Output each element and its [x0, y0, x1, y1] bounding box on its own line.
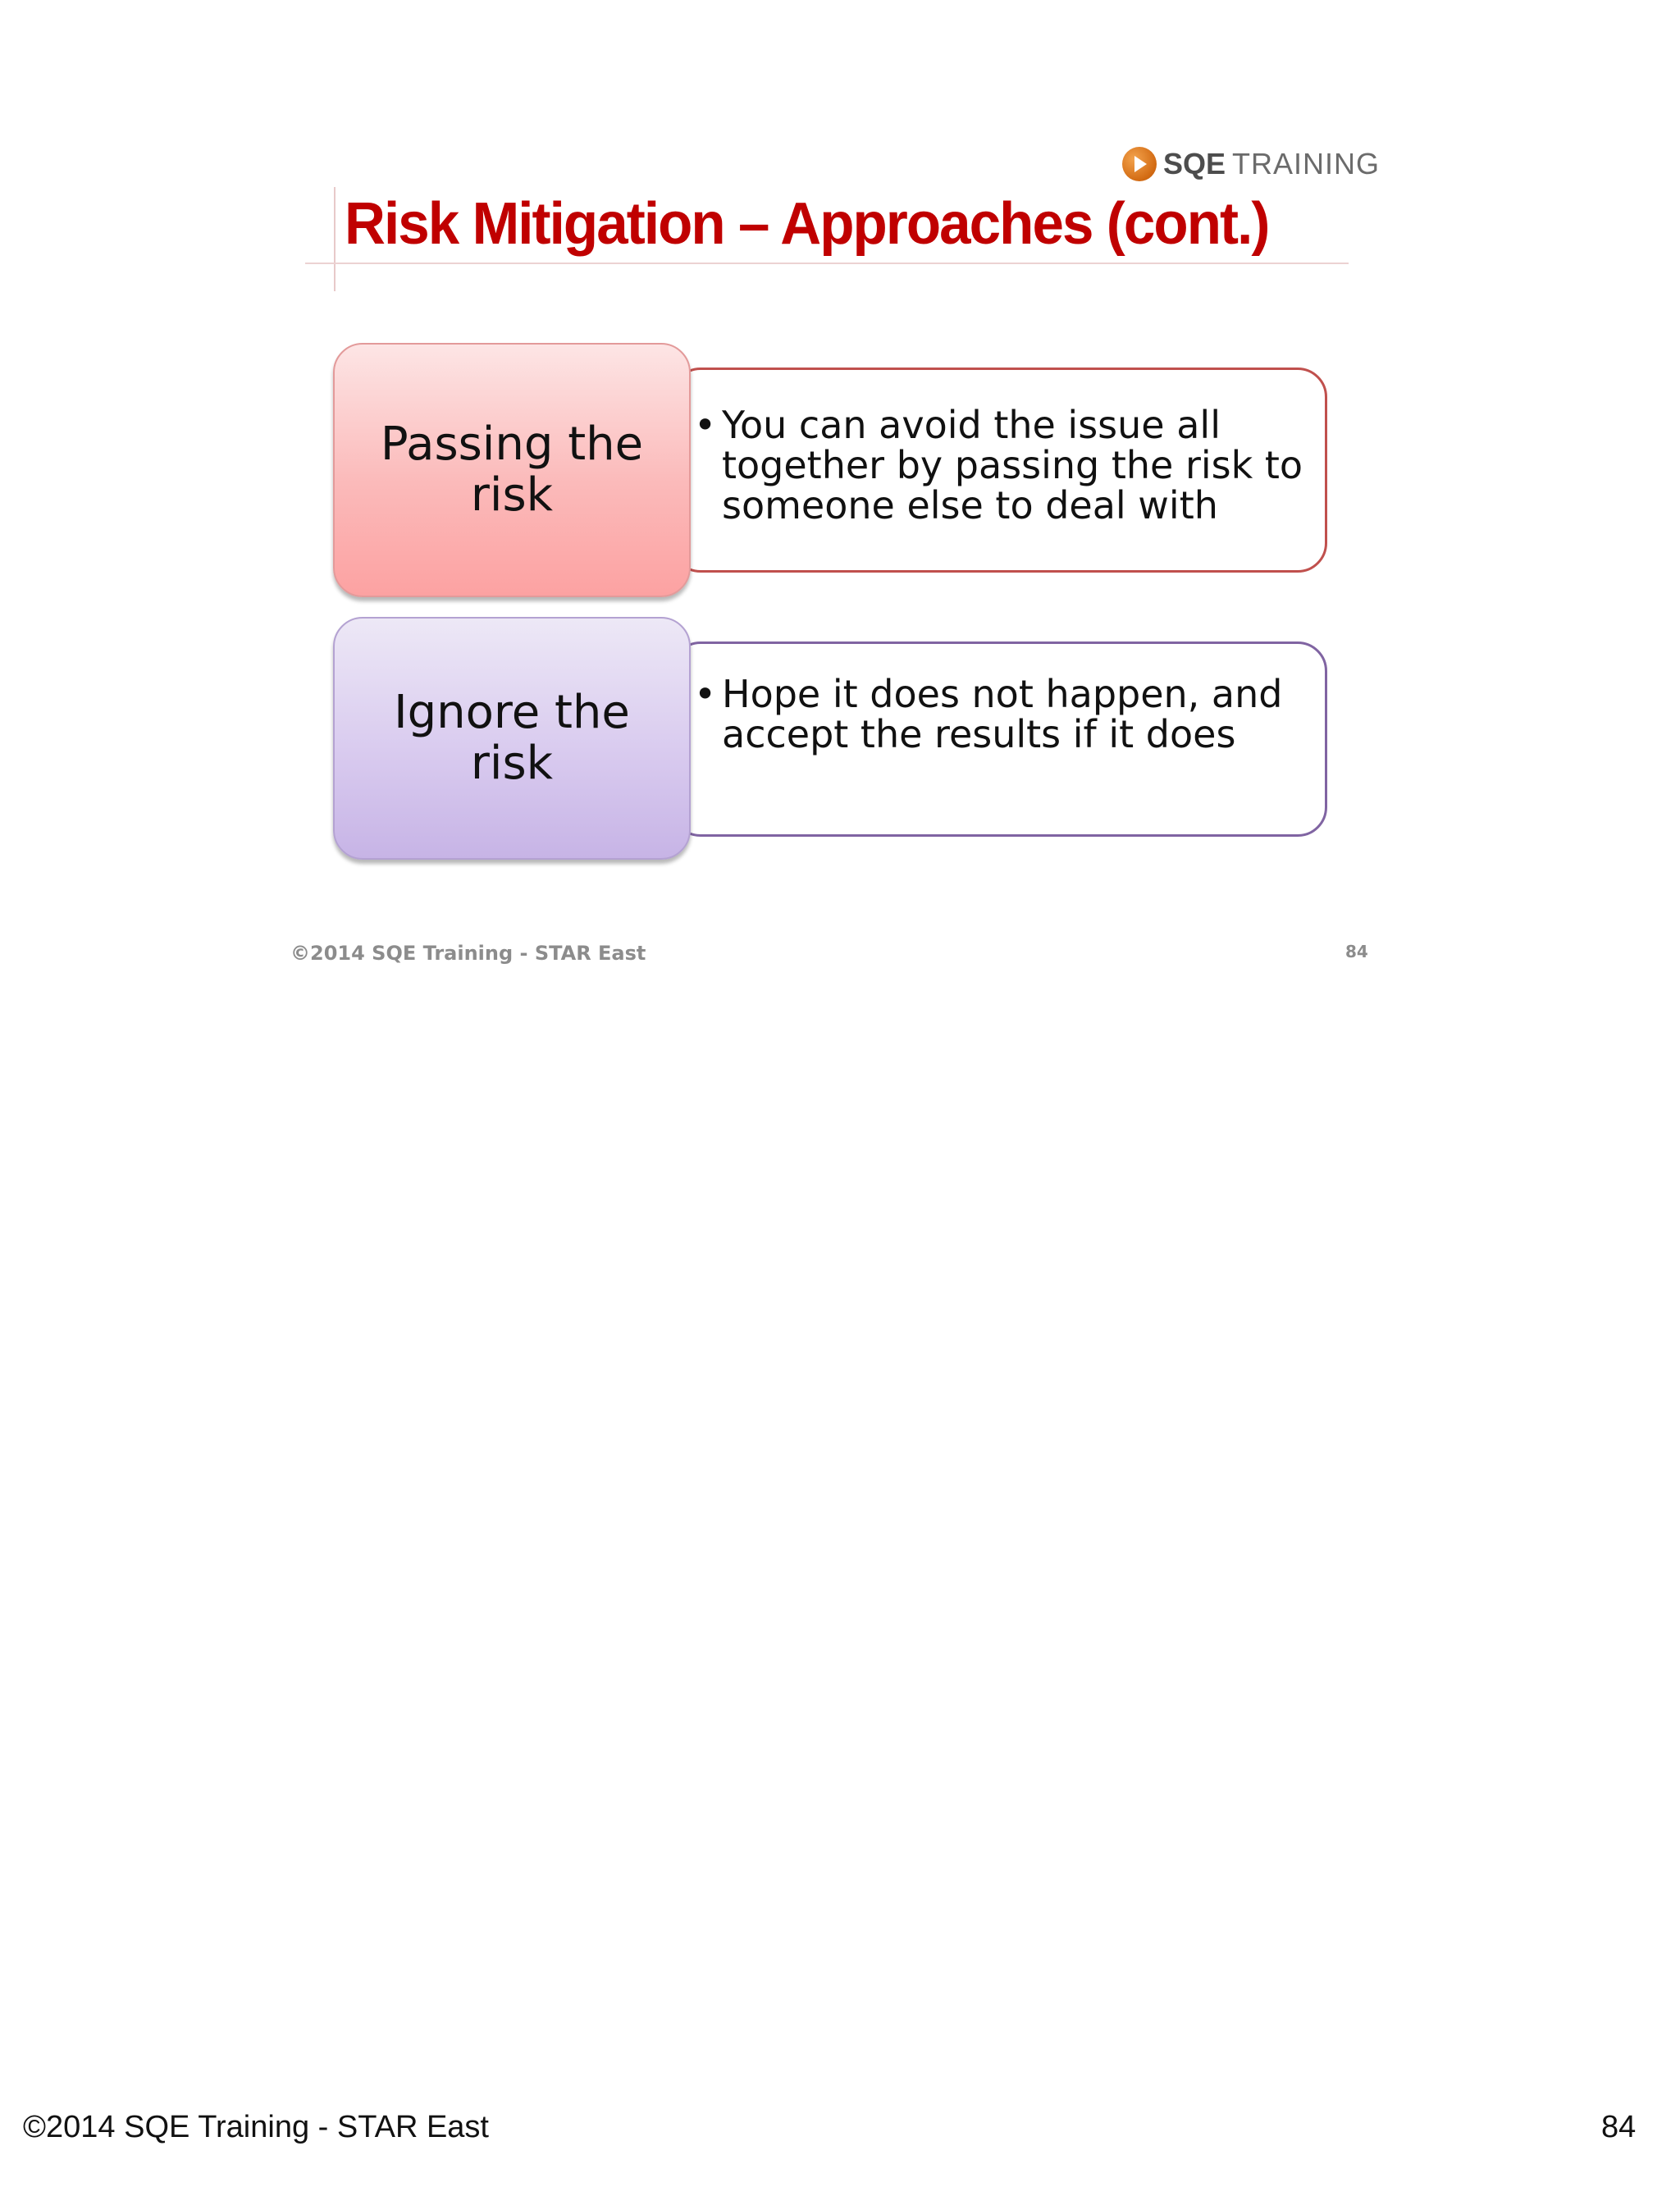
label-passing-the-risk: Passing the risk: [380, 418, 644, 522]
slide-title: Risk Mitigation – Approaches (cont.): [345, 191, 1269, 257]
bullet-icon: •: [694, 672, 717, 716]
title-horizontal-rule: [305, 263, 1349, 264]
play-icon: [1122, 147, 1157, 181]
bullet-icon: •: [694, 403, 717, 447]
bullet-text-ignore: Hope it does not happen, and accept the results if it does: [722, 672, 1283, 756]
label-box-ignore: [333, 617, 691, 860]
slide-number: 84: [1345, 942, 1368, 961]
sqe-training-logo: [1122, 144, 1380, 184]
slide: [0, 0, 1680, 1009]
title-vertical-rule: [334, 187, 336, 291]
bullet-item-ignore: [694, 672, 1312, 756]
page-number: 84: [1601, 2110, 1637, 2144]
logo-brand-light: TRAINING: [1232, 147, 1381, 180]
label-ignore-the-risk: Ignore the risk: [394, 686, 630, 790]
label-box-passing: [333, 343, 691, 597]
bullet-text-passing: You can avoid the issue all together by passing the risk to someone else to deal with: [722, 403, 1303, 527]
logo-brand-bold: SQE: [1163, 147, 1226, 180]
slide-copyright: ©2014 SQE Training - STAR East: [290, 942, 646, 965]
page-copyright: ©2014 SQE Training - STAR East: [23, 2110, 489, 2144]
bullet-item-passing: [694, 403, 1312, 527]
